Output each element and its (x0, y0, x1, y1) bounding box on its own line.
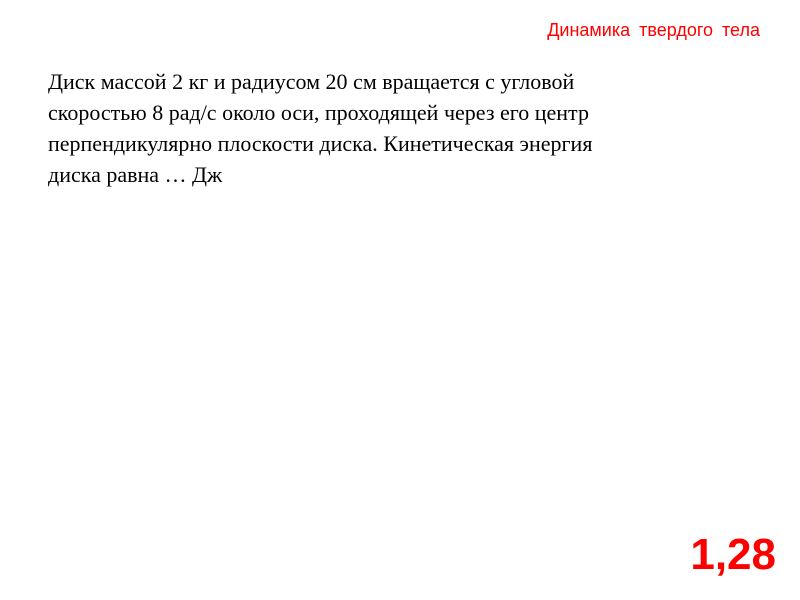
answer-value: 1,28 (690, 530, 776, 579)
problem-line: Диск массой 2 кг и радиусом 20 см вращается с угловой (48, 69, 575, 94)
topic-title: Динамика твердого тела (547, 20, 760, 40)
problem-line: диска равна … Дж (48, 162, 223, 187)
problem-line: перпендикулярно плоскости диска. Кинетическая энергия (48, 131, 593, 156)
problem-line: скоростью 8 рад/с около оси, проходящей через его центр (48, 100, 589, 125)
problem-statement (48, 66, 748, 190)
